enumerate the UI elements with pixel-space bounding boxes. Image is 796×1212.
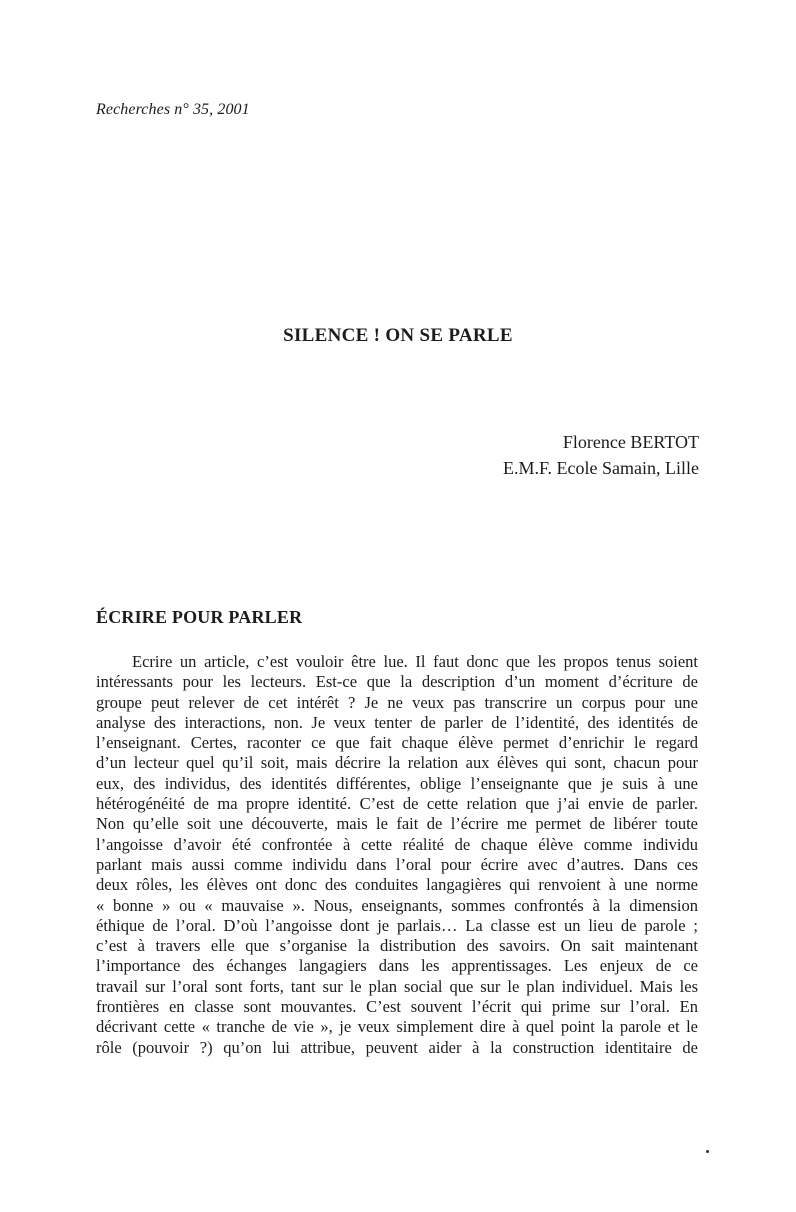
section-heading: ÉCRIRE POUR PARLER [96,607,303,627]
author-name: Florence BERTOT [562,432,699,452]
paragraph-line: analyse des interactions, non. Je veux tenter de parler de l’identité, des identités de [96,712,698,732]
article-title: SILENCE ! ON SE PARLE [283,325,513,346]
paragraph-line: « bonne » ou « mauvaise ». Nous, enseignants, sommes confrontés à la dimension [96,895,698,915]
author-affiliation: E.M.F. Ecole Samain, Lille [502,458,699,478]
paragraph-line: Ecrire un article, c’est vouloir être lue. Il faut donc que les propos tenus soient [132,652,698,671]
paragraph-line: groupe peut relever de cet intérêt ? Je ne veux pas transcrire un corpus pour une [96,692,698,712]
paragraph-line: éthique de l’oral. D’où l’angoisse dont je parlais… La classe est un lieu de parole ; [96,915,698,935]
paragraph-line: rôle (pouvoir ?) qu’on lui attribue, peuvent aider à la construction identitaire de [96,1037,698,1057]
paragraph-line: l’angoisse d’avoir été confrontée à cette réalité de chaque élève comme individu [96,834,698,854]
paragraph-line: travail sur l’oral sont forts, tant sur le plan social que sur le plan individuel. Mais les [96,976,698,996]
paragraph-line: c’est à travers elle que s’organise la distribution des savoirs. On sait maintenant [96,936,698,956]
paragraph-line: Non qu’elle soit une découverte, mais le fait de l’écrire me permet de libérer toute [96,814,698,834]
paragraph-line: frontières en classe sont mouvantes. C’est souvent l’écrit qui prime sur l’oral. En [96,997,698,1017]
paragraph-line: d’un lecteur quel qu’il soit, mais décrire la relation aux élèves qui sont, chacun pour [96,753,698,773]
paragraph-line: eux, des individus, des identités différentes, oblige l’enseignante que je suis à une [96,773,698,793]
body-paragraph [96,652,698,1058]
scan-speck [706,1150,709,1153]
paragraph-line: intéressants pour les lecteurs. Est-ce que la description d’un moment d’écriture de [96,672,698,692]
paragraph-line: parlant mais aussi comme individu dans l’oral pour écrire avec d’autres. Dans ces [96,854,698,874]
author-block [503,429,699,481]
journal-reference: Recherches n° 35, 2001 [96,101,250,118]
paragraph-line: deux rôles, les élèves ont donc des conduites langagières qui renvoient à une norme [96,875,698,895]
paragraph-line: hétérogénéité de ma propre identité. C’est de cette relation que j’ai envie de parler. [96,794,698,814]
paragraph-line: l’enseignant. Certes, raconter ce que fait chaque élève permet d’enrichir le regard [96,733,698,753]
paragraph-line: décrivant cette « tranche de vie », je veux simplement dire à quel point la parole et le [96,1017,698,1037]
paragraph-line: l’importance des échanges langagiers dans les apprentissages. Les enjeux de ce [96,956,698,976]
